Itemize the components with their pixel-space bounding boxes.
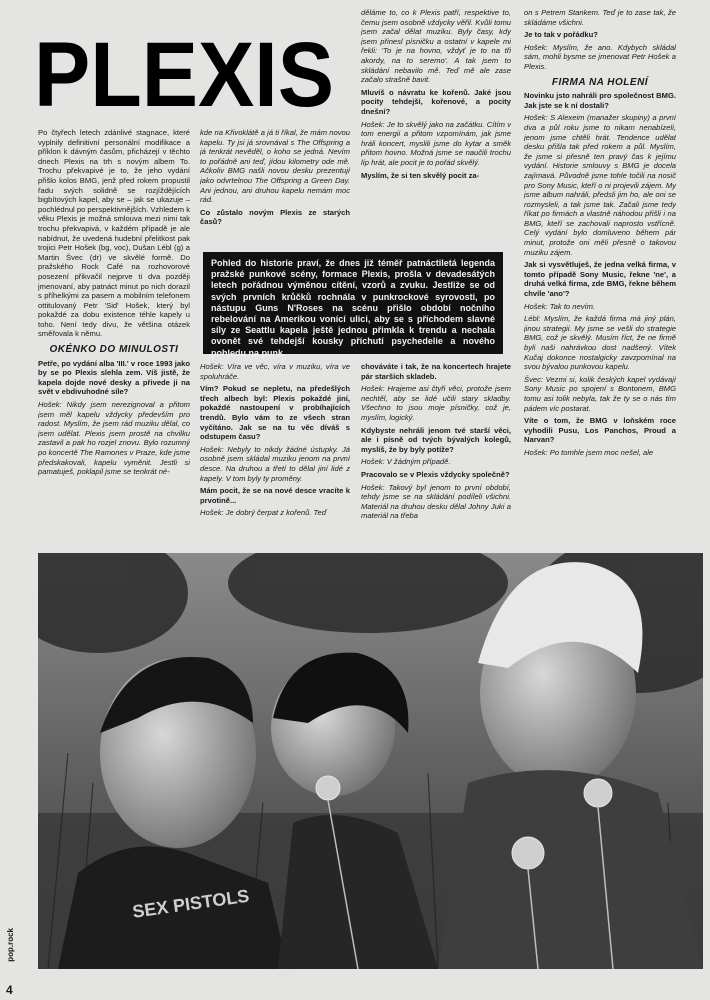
column-3 (361, 8, 511, 244)
band-photo (38, 553, 703, 969)
pull-quote: Pohled do historie praví, že dnes již téměř patnáctiletá legenda pražské punkové scény, formace Plexis, prošla v devadesátých letech pořádnou výměnou cítění, vzorů a zvuku. Jestliže se od svých prvních krůčků rochnála v punkrockové syrovosti, po nástupu Guns N'Roses na scénu přišlo období nočního rebelování na Amerikou vonící ulici, aby se s příchodem slavné síly ze Seattlu kapela ještě jednou přimkla k trendu a nechala ovonět své tehdejší kousky příchutí psychedelie a nového pohledu na punk. (197, 246, 509, 360)
question: Je to tak v pořádku? (524, 30, 598, 40)
answer: Hošek: Myslím, že ano. Kdybych skládal sám, mohli bysme se jmenovat Petr Hošek a Plexis. (524, 42, 676, 71)
column-4 (524, 8, 676, 548)
question: Kdybyste nehráli jenom tvé starší věci, ale i písně od tvých bývalých kolegů, myslíš, že by byly potíže? (361, 425, 511, 454)
answer: Hošek: Tak to nevím. (524, 301, 596, 311)
answer: Hošek: Po tomhle jsem moc nešel, ale (524, 447, 654, 457)
answer: Hošek: Je to skvělý jako na začátku. Cítím v tom energii a přitom vzpomínám, jak jsme hráli koncert, myslili jsme do kytar a směk přitom hovno. Možná jsme se naučili trochu líp hrát, ale pocit je to pořád skvělý. (361, 119, 511, 167)
answer: Hošek: S Alexeim (manažer skupiny) a první dva a půl roku jsme to nikam nenabízeli, jenom jsme chtěli hrát. Tendence udělat desku přišla tak před rokem a půl. Myslím, že jsme si přesně ten pravý čas k jejímu vydání. Historie smlouvy s BMG je docela zajímavá. Původně jsme tohle točili na nosič pro Sony Music, kteří o ni projevili zájem. My jsme album nahráli, předsli jim ho, ale oni se rozmysleli, a tak jsme tak. Začali jsme tedy říkat po firmách a vlastně náhodou přišli i na BMG, kteří se zachovali naprosto vstřícně. Celý vydání bylo domluveno během pár minut, protože oni měli přesně o takovou muziku zájem. (524, 113, 676, 257)
plexis-logo (30, 18, 340, 122)
answer: Hošek: Hrajeme asi čtyři věci, protože jsem nechtěl, aby se lidé učili stary skladby. Všechno to jsou moje písničky, což je, myslím, logický. (361, 384, 511, 422)
answer: Hošek: Je dobrý čerpat z kořenů. Teď (200, 508, 327, 518)
question: Co zůstalo novým Plexis ze starých časů? (200, 207, 350, 227)
answer: děláme to, co k Plexis patří, respektive to, čemu jsem osobně vždycky věřil. Kvůli tomu jsem začal dělat muziku. Byly časy, kdy jsem přinesl písničku a ostatní v kapele mi řekli: 'To je na hovno, vždyť je to na tři akordy, na to seremo'. A tak jsem to skládání nebavilo mě. Teď mě ale zase začalo strašně bavit. (361, 8, 511, 85)
answer: Hošek: Nikdy jsem nerezignoval a přitom jsem měl kapelu vždycky především pro radost. Myslím, že jsem rád muziku dělal, co jsem udělat. Plexis jsem prostě na chvilku zastavil a pak ho rozjel znovu. Bylo rozumný po koncertě The Ramones v Praze, kde jsme předskakovali, kapelu vyměnit. Jestli si pamatuješ, poklapil jsme se tenkrát né- (38, 400, 190, 477)
answer: Švec: Vezmi si, kolik českých kapel vydávají Sony Music po spojení s Bontonem, BMG tomu asi tolik nebyla, tak že ty se o nás tím pádem víc postarat. (524, 374, 676, 413)
section-heading-firma: FIRMA NA HOLENÍ (551, 76, 649, 88)
section-heading-okenko: OKÉNKO DO MINULOSTI (49, 344, 179, 356)
question: Mám pocit, že se na nové desce vracíte k prvotině... (200, 486, 350, 505)
column-2 (200, 128, 350, 244)
question: Pracovalo se v Plexis vždycky společně? (361, 469, 510, 479)
question: Petře, po vydání alba 'III.' v roce 1993 jako by se po Plexis slehla zem. Víš jistě, že kapela dojde nové desky a přivede ji na svět v ebdivuhodné síle? (38, 358, 190, 397)
answer: Hošek: Víra ve věc, víra v muziku, víra ve spoluhráče. (200, 362, 350, 381)
question: Mluvíš o návratu ke kořenů. Jaké jsou pocity tehdejší, kořenové, a pocity dnešní? (361, 87, 511, 116)
answer: Lébl: Myslím, že každá firma má jiný plán, jinou strategii. My jsme se vešli do strategie BMG, což je skvělý. Musím říct, že ne firmě byli naši nahrávkou dost nadšený. Vítek Kučaj dokonce nostalgicky zavzpomínal na svou bývalou punkovou kapelu. (524, 314, 676, 372)
question: chováváte i tak, že na koncertech hrajete pár starších skladeb. (361, 362, 511, 381)
question: Myslím, že si ten skvělý pocit za- (361, 170, 480, 180)
svg-text:PLEXIS: PLEXIS (34, 24, 334, 122)
answer: kde na Křivoklátě a já ti říkal, že mám novou kapelu. Ty jsi já srovnával s The Offspring a já tenkrát nevěděl, o koho se jedná. Nevím to pořádně ani teď, jídou kilometry ode mě. Ačkoliv BMG našli novou desku prezentují jako odvrtelnou The Offspring a Green Day. Ani jednou, ani druhou kapelu nemám moc rád. (200, 128, 350, 205)
question: Jak si vysvětluješ, že jedna velká firma, v tomto případě Sony Music, řekne 'ne', a druhá velká firma, zde BMG, řekne během chvíle 'ano'? (524, 260, 676, 299)
column-2-lower (200, 362, 350, 548)
page-number: 4 (6, 983, 13, 997)
question: Novinku jsto nahráli pro společnost BMG. Jak jste se k ní dostali? (524, 91, 676, 110)
shirt-print: SEX PISTOLS (131, 885, 251, 922)
answer: on s Petrem Stankem. Teď je to zase tak, že skládáme všichni. (524, 8, 676, 27)
intro-paragraph: Po čtyřech letech zdánlivé stagnace, které vyplnily definitivní personální modifikace a příklon k dávným časům, přicházejí v těchto dnech Plexis na trh s novým albem To. Trochu překvapivé je to, že jeho vydání přišlo kolos BMG, jenž před rokem propustil řadu svých solidně se rozjíždějících bigbítových kapel, aby se – jak se ukazuje – pochlédnul po perspektivnějších. Vzhledem k věku Plexis je možná smlouva mezi nimi tak trochu překvapivá, v každém případě je ale nabídnut, že uvedená hudební přelitkost pak trojici Petr Hošek (bg, voc), Dušan Lébl (g) a Martin Švec (dr) ve skvělé formě. Do pražského Rock Café na rozhovorové posezení přikvačil nejprve ti dva později jmenovaní, aby patnáct minut po nich dorazil s příhelkými za pasem a mobilním telefonem ottitulovaný Petr 'Sid' Hošek, který byl pokaždé za dobu existence téhle kapely u toho. Není tedy divu, že většina otázek směřovala k němu. (38, 128, 190, 339)
band-photo-illustration (38, 553, 703, 969)
question: Vím? Pokud se nepletu, na předešlých třech albech byl: Plexis pokaždé jiní, pokaždé nastoupení v probíhajících trendů. Bylo vám to ze všech stran vyčítáno. Jak se na tu věc díváš s odstupem času? (200, 384, 350, 442)
answer: Hošek: Nebyly to nikdy žádné ústupky. Já osobně jsem skládal muziku jenom na první desce. Na druhou a třetí to dělal jiní lidé z kapely. V tom byly ty proměny. (200, 444, 350, 483)
answer: Hošek: V žádným případě. (361, 457, 451, 467)
question: Víte o tom, že BMG v loňském roce vyhodili Pusu, Los Panchos, Proud a Narvan? (524, 416, 676, 445)
answer: Hošek: Takový byl jenom to první období, tehdy jsme se na skládání podíleli všichni. Materiál na druhou desku dělal Johny Juki a materiál na třeba (361, 482, 511, 521)
photo-caption: Plexis, zleva Dušan Lébl (g), Petr Hošek (bg, voc) a Martin Švec (dr) / Foto: BMG (40, 972, 292, 979)
column-3-lower (361, 362, 511, 548)
magazine-brand-mark: pop.rock (6, 928, 15, 962)
column-1 (38, 128, 190, 548)
